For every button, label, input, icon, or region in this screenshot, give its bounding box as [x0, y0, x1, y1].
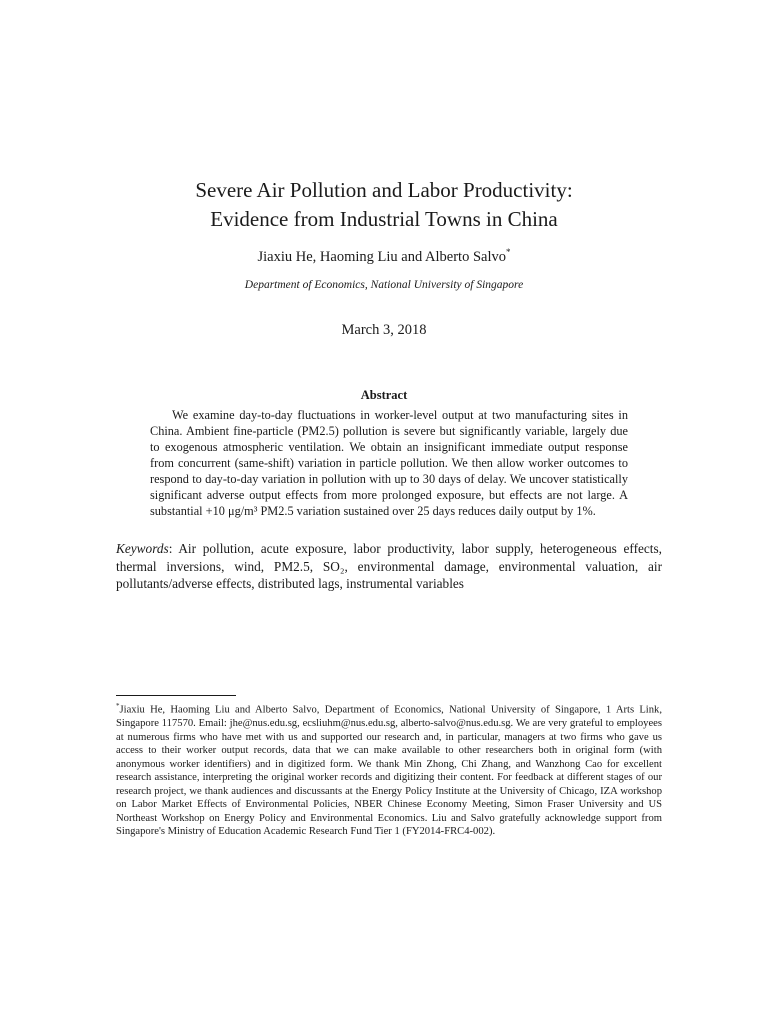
abstract-body: We examine day-to-day fluctuations in worker-level output at two manufacturing sites in China. Ambient fine-particle (PM2.5) pollution is severe but significantly variable, largely due to exogenous atmospheric ventilation. We obtain an insignificant immediate output response from concurrent (same-shift) variation in particle pollution. We then allow worker outcomes to respond to day-to-day variation in pollution with up to 30 days of delay. We uncover statistically significant adverse output effects from more prolonged exposure, but effects are not large. A substantial +10 μg/m³ PM2.5 variation sustained over 25 days reduces daily output by 1%. — [150, 408, 628, 518]
affiliation: Department of Economics, National University of Singapore — [244, 279, 524, 291]
publication-date: March 3, 2018 — [341, 322, 427, 338]
abstract-heading: Abstract — [360, 388, 408, 402]
footnote-marker: * — [116, 702, 120, 710]
author-footnote-marker: * — [505, 247, 511, 257]
title-line-2: Evidence from Industrial Towns in China — [210, 207, 558, 231]
keywords-paragraph — [116, 540, 662, 593]
footnote — [116, 700, 662, 839]
keywords-label: Keywords — [116, 541, 169, 556]
footnote-text: Jiaxiu He, Haoming Liu and Alberto Salvo, Department of Economics, National University of Singapore, 1 Arts Link, Singapore 117570. Email: jhe@nus.edu.sg, ecsliuhm@nus.edu.sg, alberto-salvo@nus.edu.sg. We are very grateful to employees at numerous firms who have met with us and supported our research and, in particular, managers at two firms who gave us access to their worker output records, data that we can make available to other researchers both in original form (with anonymous worker identifiers) and in digitized form. We thank Min Zhong, Chi Zhang, and Wanzhong Cao for excellent research assistance, interpreting the original worker records and digitizing their content. For feedback at different stages of our research project, we thank audiences and discussants at the Energy Policy Institute at the University of Chicago, IZA workshop on Labor Market Effects of Environmental Policies, NBER Chinese Economy Meeting, Simon Fraser University and US Northeast Workshop on Energy Policy and Environmental Economics. Liu and Salvo gratefully acknowledge support from Singapore's Ministry of Education Academic Research Fund Tier 1 (FY2014-FRC4-002). — [116, 704, 662, 838]
title-line-1: Severe Air Pollution and Labor Productivity: — [195, 178, 573, 202]
footnote-rule — [116, 695, 236, 696]
authors-text: Jiaxiu He, Haoming Liu and Alberto Salvo — [257, 248, 506, 265]
keywords-text: : Air pollution, acute exposure, labor productivity, labor supply, heterogeneous effects, thermal inversions, wind, PM2.5, SO₂, environmental damage, environmental valuation, air pollutants/adverse effects, distributed lags, instrumental variables — [116, 541, 662, 591]
author-list — [0, 247, 768, 266]
paper-title — [0, 176, 768, 234]
